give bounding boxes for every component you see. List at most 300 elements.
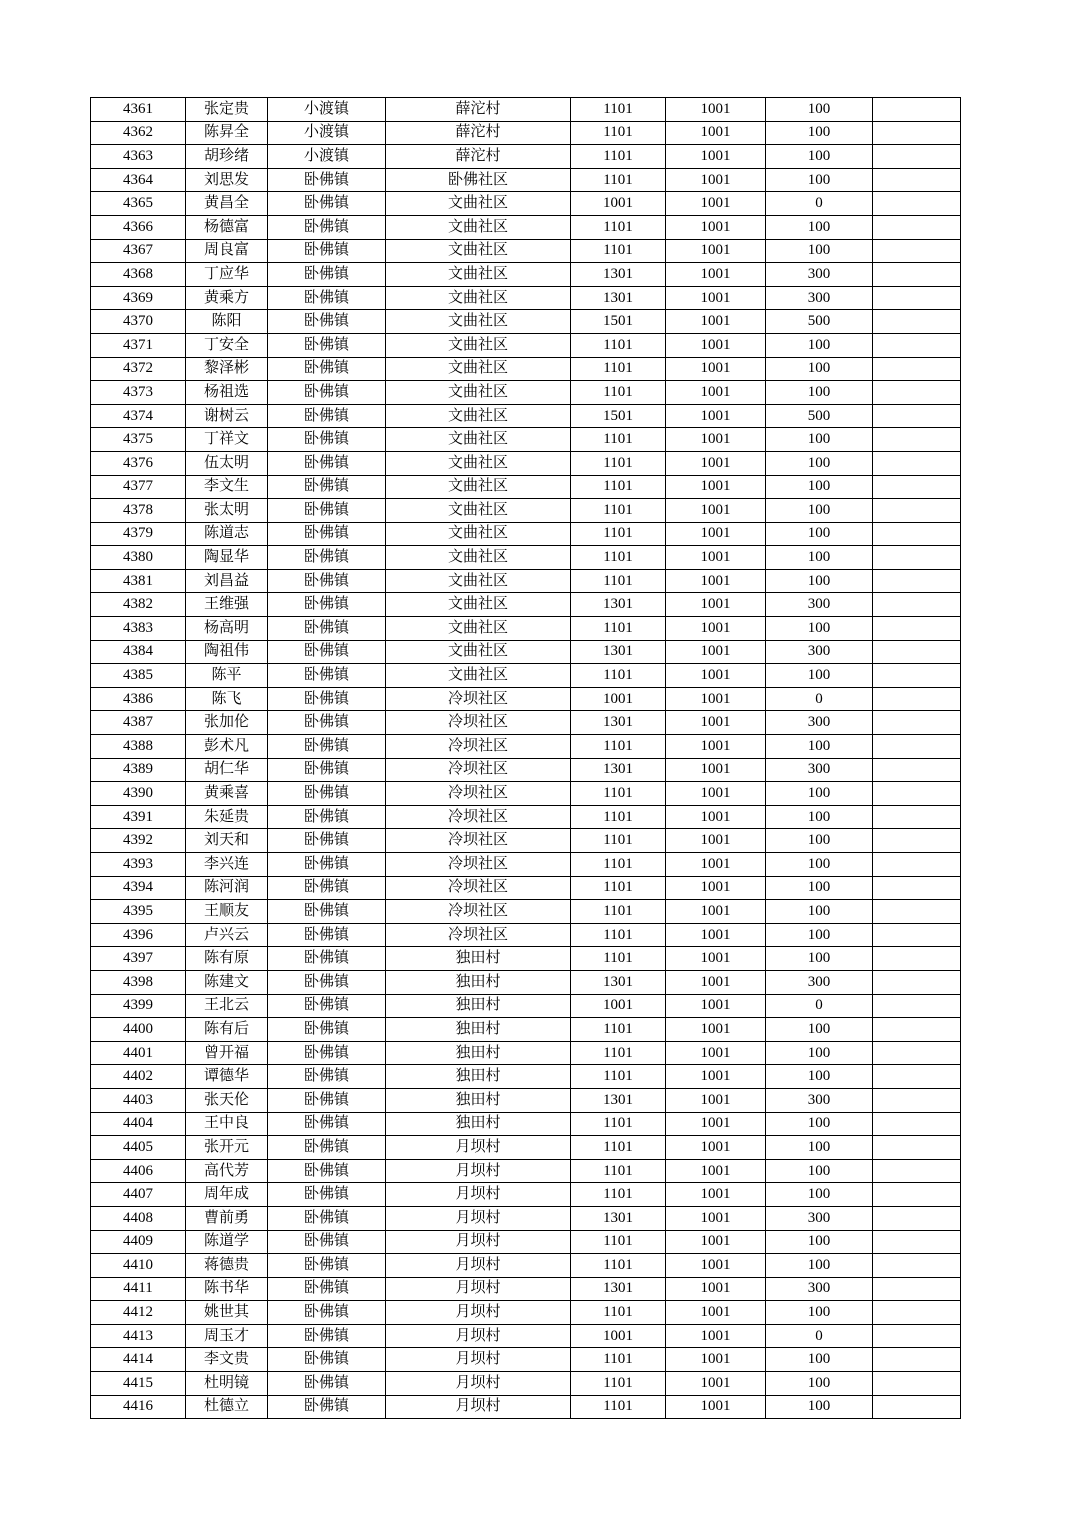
table-cell-town: 卧佛镇 [268, 381, 386, 405]
table-cell-id: 4397 [91, 947, 186, 971]
table-cell-total-amount: 1301 [571, 711, 666, 735]
table-cell-blank [873, 475, 961, 499]
table-cell-blank [873, 1136, 961, 1160]
table-cell-blank [873, 782, 961, 806]
table-cell-village: 冷坝社区 [386, 687, 571, 711]
table-cell-town: 卧佛镇 [268, 1112, 386, 1136]
table-cell-total-amount: 1301 [571, 1088, 666, 1112]
table-row [91, 428, 961, 452]
table-cell-extra-amount: 100 [766, 428, 873, 452]
table-cell-name: 胡珍绪 [186, 145, 268, 169]
table-cell-extra-amount: 100 [766, 98, 873, 122]
table-cell-village: 月坝村 [386, 1277, 571, 1301]
table-cell-blank [873, 522, 961, 546]
table-cell-town: 卧佛镇 [268, 593, 386, 617]
table-cell-village: 薛沱村 [386, 121, 571, 145]
table-cell-town: 卧佛镇 [268, 782, 386, 806]
table-cell-village: 文曲社区 [386, 546, 571, 570]
table-body [91, 98, 961, 1419]
table-cell-base-amount: 1001 [666, 1018, 766, 1042]
table-cell-name: 陈昇全 [186, 121, 268, 145]
table-cell-id: 4393 [91, 853, 186, 877]
table-cell-extra-amount: 100 [766, 381, 873, 405]
table-cell-id: 4395 [91, 900, 186, 924]
table-cell-village: 月坝村 [386, 1136, 571, 1160]
table-cell-extra-amount: 100 [766, 923, 873, 947]
table-cell-village: 冷坝社区 [386, 923, 571, 947]
table-cell-blank [873, 499, 961, 523]
table-cell-total-amount: 1301 [571, 970, 666, 994]
table-cell-base-amount: 1001 [666, 900, 766, 924]
table-cell-base-amount: 1001 [666, 1395, 766, 1419]
table-cell-town: 卧佛镇 [268, 617, 386, 641]
table-cell-name: 陈建文 [186, 970, 268, 994]
table-row [91, 593, 961, 617]
table-cell-name: 陈有原 [186, 947, 268, 971]
table-cell-extra-amount: 100 [766, 1395, 873, 1419]
table-cell-total-amount: 1301 [571, 758, 666, 782]
table-cell-base-amount: 1001 [666, 876, 766, 900]
table-cell-name: 张加伦 [186, 711, 268, 735]
table-cell-total-amount: 1301 [571, 1206, 666, 1230]
table-cell-village: 薛沱村 [386, 98, 571, 122]
table-cell-base-amount: 1001 [666, 1206, 766, 1230]
table-row [91, 310, 961, 334]
table-cell-id: 4362 [91, 121, 186, 145]
table-cell-blank [873, 1018, 961, 1042]
table-cell-blank [873, 1159, 961, 1183]
table-cell-name: 杜明镜 [186, 1372, 268, 1396]
table-row [91, 640, 961, 664]
table-cell-id: 4416 [91, 1395, 186, 1419]
table-cell-name: 陈阳 [186, 310, 268, 334]
table-row [91, 451, 961, 475]
table-cell-id: 4378 [91, 499, 186, 523]
table-cell-base-amount: 1001 [666, 98, 766, 122]
table-cell-id: 4408 [91, 1206, 186, 1230]
table-cell-name: 杜德立 [186, 1395, 268, 1419]
table-row [91, 1254, 961, 1278]
table-cell-id: 4398 [91, 970, 186, 994]
table-cell-total-amount: 1301 [571, 286, 666, 310]
table-cell-id: 4404 [91, 1112, 186, 1136]
table-cell-total-amount: 1101 [571, 617, 666, 641]
table-cell-name: 刘思发 [186, 168, 268, 192]
table-cell-name: 周年成 [186, 1183, 268, 1207]
table-cell-base-amount: 1001 [666, 404, 766, 428]
table-cell-extra-amount: 100 [766, 805, 873, 829]
table-cell-extra-amount: 0 [766, 687, 873, 711]
table-cell-total-amount: 1101 [571, 900, 666, 924]
table-cell-extra-amount: 100 [766, 1372, 873, 1396]
table-cell-blank [873, 310, 961, 334]
table-row [91, 1372, 961, 1396]
table-cell-id: 4390 [91, 782, 186, 806]
table-cell-village: 文曲社区 [386, 428, 571, 452]
table-cell-village: 文曲社区 [386, 451, 571, 475]
table-cell-total-amount: 1101 [571, 121, 666, 145]
table-row [91, 215, 961, 239]
table-cell-blank [873, 546, 961, 570]
table-cell-town: 卧佛镇 [268, 522, 386, 546]
table-cell-village: 冷坝社区 [386, 900, 571, 924]
table-cell-town: 卧佛镇 [268, 310, 386, 334]
table-cell-name: 黄乘喜 [186, 782, 268, 806]
table-cell-village: 卧佛社区 [386, 168, 571, 192]
table-cell-base-amount: 1001 [666, 805, 766, 829]
table-cell-extra-amount: 300 [766, 263, 873, 287]
table-cell-id: 4364 [91, 168, 186, 192]
table-row [91, 617, 961, 641]
table-cell-extra-amount: 0 [766, 1324, 873, 1348]
table-cell-extra-amount: 100 [766, 1041, 873, 1065]
table-cell-town: 卧佛镇 [268, 1183, 386, 1207]
table-cell-total-amount: 1101 [571, 1183, 666, 1207]
table-cell-extra-amount: 100 [766, 1348, 873, 1372]
table-cell-base-amount: 1001 [666, 1277, 766, 1301]
table-cell-name: 曾开福 [186, 1041, 268, 1065]
table-cell-extra-amount: 100 [766, 1112, 873, 1136]
table-cell-id: 4371 [91, 333, 186, 357]
table-cell-id: 4365 [91, 192, 186, 216]
table-cell-id: 4403 [91, 1088, 186, 1112]
table-cell-extra-amount: 100 [766, 782, 873, 806]
table-cell-name: 李兴连 [186, 853, 268, 877]
table-cell-total-amount: 1101 [571, 923, 666, 947]
table-cell-town: 卧佛镇 [268, 428, 386, 452]
table-cell-base-amount: 1001 [666, 664, 766, 688]
table-cell-village: 文曲社区 [386, 617, 571, 641]
table-cell-base-amount: 1001 [666, 1324, 766, 1348]
table-cell-blank [873, 168, 961, 192]
table-cell-id: 4394 [91, 876, 186, 900]
table-cell-base-amount: 1001 [666, 215, 766, 239]
table-cell-extra-amount: 100 [766, 876, 873, 900]
table-cell-name: 丁祥文 [186, 428, 268, 452]
table-cell-id: 4369 [91, 286, 186, 310]
table-cell-town: 卧佛镇 [268, 970, 386, 994]
table-cell-name: 王维强 [186, 593, 268, 617]
table-cell-village: 独田村 [386, 994, 571, 1018]
table-cell-base-amount: 1001 [666, 1254, 766, 1278]
table-row [91, 499, 961, 523]
table-cell-id: 4399 [91, 994, 186, 1018]
table-cell-blank [873, 1348, 961, 1372]
table-cell-base-amount: 1001 [666, 475, 766, 499]
table-cell-total-amount: 1301 [571, 1277, 666, 1301]
table-row [91, 805, 961, 829]
table-cell-village: 文曲社区 [386, 286, 571, 310]
table-cell-blank [873, 263, 961, 287]
table-cell-town: 卧佛镇 [268, 853, 386, 877]
table-cell-extra-amount: 100 [766, 735, 873, 759]
table-cell-id: 4381 [91, 569, 186, 593]
table-cell-id: 4412 [91, 1301, 186, 1325]
table-cell-base-amount: 1001 [666, 263, 766, 287]
table-cell-blank [873, 1041, 961, 1065]
table-cell-name: 丁安全 [186, 333, 268, 357]
table-cell-village: 独田村 [386, 970, 571, 994]
table-cell-village: 独田村 [386, 1065, 571, 1089]
table-cell-id: 4410 [91, 1254, 186, 1278]
table-row [91, 923, 961, 947]
table-row [91, 192, 961, 216]
table-cell-village: 文曲社区 [386, 593, 571, 617]
table-cell-blank [873, 239, 961, 263]
table-cell-name: 李文生 [186, 475, 268, 499]
table-cell-base-amount: 1001 [666, 428, 766, 452]
table-cell-base-amount: 1001 [666, 1183, 766, 1207]
table-cell-extra-amount: 0 [766, 994, 873, 1018]
table-cell-id: 4407 [91, 1183, 186, 1207]
table-cell-village: 文曲社区 [386, 192, 571, 216]
table-cell-id: 4366 [91, 215, 186, 239]
table-cell-base-amount: 1001 [666, 994, 766, 1018]
table-cell-total-amount: 1101 [571, 664, 666, 688]
table-cell-total-amount: 1101 [571, 475, 666, 499]
table-cell-base-amount: 1001 [666, 735, 766, 759]
table-row [91, 522, 961, 546]
table-cell-blank [873, 1112, 961, 1136]
table-cell-town: 卧佛镇 [268, 286, 386, 310]
table-cell-total-amount: 1101 [571, 1301, 666, 1325]
table-cell-village: 独田村 [386, 1041, 571, 1065]
table-cell-extra-amount: 100 [766, 1065, 873, 1089]
table-cell-extra-amount: 100 [766, 947, 873, 971]
table-cell-blank [873, 593, 961, 617]
table-cell-town: 卧佛镇 [268, 1324, 386, 1348]
table-row [91, 876, 961, 900]
table-cell-name: 谭德华 [186, 1065, 268, 1089]
table-cell-base-amount: 1001 [666, 357, 766, 381]
table-cell-town: 卧佛镇 [268, 1301, 386, 1325]
table-cell-extra-amount: 100 [766, 499, 873, 523]
table-cell-town: 卧佛镇 [268, 758, 386, 782]
table-cell-base-amount: 1001 [666, 546, 766, 570]
table-cell-total-amount: 1101 [571, 1254, 666, 1278]
table-cell-total-amount: 1101 [571, 239, 666, 263]
table-cell-village: 冷坝社区 [386, 782, 571, 806]
table-cell-blank [873, 569, 961, 593]
table-cell-extra-amount: 300 [766, 1088, 873, 1112]
table-cell-extra-amount: 500 [766, 404, 873, 428]
table-cell-base-amount: 1001 [666, 286, 766, 310]
table-cell-id: 4383 [91, 617, 186, 641]
table-cell-base-amount: 1001 [666, 853, 766, 877]
table-cell-base-amount: 1001 [666, 168, 766, 192]
table-cell-id: 4384 [91, 640, 186, 664]
table-cell-name: 陈道学 [186, 1230, 268, 1254]
table-cell-town: 卧佛镇 [268, 1277, 386, 1301]
table-cell-village: 文曲社区 [386, 215, 571, 239]
table-row [91, 145, 961, 169]
table-cell-id: 4361 [91, 98, 186, 122]
table-row [91, 286, 961, 310]
table-cell-total-amount: 1301 [571, 263, 666, 287]
table-cell-blank [873, 805, 961, 829]
table-cell-village: 冷坝社区 [386, 805, 571, 829]
table-cell-village: 独田村 [386, 1018, 571, 1042]
table-cell-village: 月坝村 [386, 1254, 571, 1278]
table-cell-village: 月坝村 [386, 1395, 571, 1419]
table-cell-base-amount: 1001 [666, 381, 766, 405]
table-cell-extra-amount: 100 [766, 664, 873, 688]
table-cell-total-amount: 1101 [571, 805, 666, 829]
table-row [91, 1395, 961, 1419]
table-row [91, 1206, 961, 1230]
table-cell-town: 卧佛镇 [268, 546, 386, 570]
table-cell-id: 4380 [91, 546, 186, 570]
table-cell-village: 冷坝社区 [386, 711, 571, 735]
table-cell-village: 月坝村 [386, 1372, 571, 1396]
table-cell-base-amount: 1001 [666, 451, 766, 475]
table-cell-total-amount: 1101 [571, 168, 666, 192]
table-cell-extra-amount: 300 [766, 758, 873, 782]
table-cell-id: 4406 [91, 1159, 186, 1183]
table-cell-total-amount: 1101 [571, 145, 666, 169]
table-row [91, 569, 961, 593]
table-cell-name: 陈道志 [186, 522, 268, 546]
table-cell-base-amount: 1001 [666, 1041, 766, 1065]
table-cell-town: 卧佛镇 [268, 451, 386, 475]
table-row [91, 1348, 961, 1372]
table-cell-id: 4363 [91, 145, 186, 169]
table-cell-village: 月坝村 [386, 1183, 571, 1207]
table-cell-total-amount: 1101 [571, 569, 666, 593]
table-cell-base-amount: 1001 [666, 711, 766, 735]
table-cell-village: 文曲社区 [386, 381, 571, 405]
table-cell-name: 彭术凡 [186, 735, 268, 759]
table-cell-total-amount: 1101 [571, 1018, 666, 1042]
table-cell-extra-amount: 0 [766, 192, 873, 216]
table-cell-extra-amount: 100 [766, 1301, 873, 1325]
table-cell-total-amount: 1101 [571, 381, 666, 405]
table-cell-id: 4387 [91, 711, 186, 735]
table-cell-total-amount: 1101 [571, 98, 666, 122]
table-cell-village: 独田村 [386, 1112, 571, 1136]
table-cell-village: 独田村 [386, 1088, 571, 1112]
table-cell-town: 卧佛镇 [268, 404, 386, 428]
table-cell-base-amount: 1001 [666, 192, 766, 216]
table-cell-id: 4401 [91, 1041, 186, 1065]
table-cell-name: 周良富 [186, 239, 268, 263]
table-cell-blank [873, 829, 961, 853]
table-cell-base-amount: 1001 [666, 310, 766, 334]
table-cell-blank [873, 145, 961, 169]
table-cell-town: 卧佛镇 [268, 1088, 386, 1112]
table-cell-id: 4368 [91, 263, 186, 287]
table-cell-blank [873, 687, 961, 711]
table-cell-name: 杨德富 [186, 215, 268, 239]
table-cell-village: 文曲社区 [386, 664, 571, 688]
table-cell-village: 文曲社区 [386, 404, 571, 428]
table-row [91, 98, 961, 122]
table-cell-name: 姚世其 [186, 1301, 268, 1325]
table-row [91, 1136, 961, 1160]
table-cell-base-amount: 1001 [666, 640, 766, 664]
table-row [91, 711, 961, 735]
table-cell-id: 4414 [91, 1348, 186, 1372]
table-cell-id: 4373 [91, 381, 186, 405]
table-cell-name: 陶祖伟 [186, 640, 268, 664]
table-cell-town: 卧佛镇 [268, 192, 386, 216]
table-cell-base-amount: 1001 [666, 947, 766, 971]
table-cell-extra-amount: 100 [766, 215, 873, 239]
table-cell-extra-amount: 300 [766, 711, 873, 735]
table-cell-base-amount: 1001 [666, 687, 766, 711]
table-cell-base-amount: 1001 [666, 970, 766, 994]
table-cell-extra-amount: 100 [766, 569, 873, 593]
table-cell-town: 小渡镇 [268, 121, 386, 145]
table-cell-id: 4382 [91, 593, 186, 617]
table-cell-base-amount: 1001 [666, 569, 766, 593]
table-cell-town: 卧佛镇 [268, 239, 386, 263]
table-cell-village: 冷坝社区 [386, 876, 571, 900]
table-cell-base-amount: 1001 [666, 1112, 766, 1136]
table-cell-town: 卧佛镇 [268, 569, 386, 593]
table-cell-town: 卧佛镇 [268, 947, 386, 971]
table-cell-total-amount: 1001 [571, 1324, 666, 1348]
table-cell-blank [873, 876, 961, 900]
table-cell-base-amount: 1001 [666, 593, 766, 617]
table-cell-extra-amount: 100 [766, 1136, 873, 1160]
table-cell-id: 4376 [91, 451, 186, 475]
table-row [91, 121, 961, 145]
table-cell-blank [873, 357, 961, 381]
table-row [91, 239, 961, 263]
table-cell-id: 4372 [91, 357, 186, 381]
table-cell-total-amount: 1101 [571, 357, 666, 381]
table-cell-town: 卧佛镇 [268, 263, 386, 287]
table-cell-village: 月坝村 [386, 1159, 571, 1183]
table-cell-town: 卧佛镇 [268, 1065, 386, 1089]
table-cell-name: 高代芳 [186, 1159, 268, 1183]
table-cell-town: 卧佛镇 [268, 1018, 386, 1042]
table-cell-name: 刘昌益 [186, 569, 268, 593]
table-cell-town: 卧佛镇 [268, 1159, 386, 1183]
table-cell-total-amount: 1101 [571, 829, 666, 853]
table-cell-town: 卧佛镇 [268, 333, 386, 357]
table-cell-total-amount: 1101 [571, 782, 666, 806]
table-cell-total-amount: 1101 [571, 428, 666, 452]
table-cell-extra-amount: 100 [766, 1018, 873, 1042]
table-cell-name: 黄昌全 [186, 192, 268, 216]
table-cell-id: 4409 [91, 1230, 186, 1254]
table-cell-id: 4415 [91, 1372, 186, 1396]
table-cell-town: 卧佛镇 [268, 1206, 386, 1230]
table-cell-name: 杨高明 [186, 617, 268, 641]
table-cell-extra-amount: 100 [766, 900, 873, 924]
table-cell-extra-amount: 100 [766, 853, 873, 877]
table-row [91, 1277, 961, 1301]
table-cell-town: 卧佛镇 [268, 994, 386, 1018]
table-cell-blank [873, 1230, 961, 1254]
table-cell-id: 4396 [91, 923, 186, 947]
table-cell-blank [873, 1277, 961, 1301]
table-cell-extra-amount: 300 [766, 1206, 873, 1230]
table-row [91, 735, 961, 759]
table-cell-town: 卧佛镇 [268, 805, 386, 829]
table-cell-name: 陈飞 [186, 687, 268, 711]
table-cell-id: 4413 [91, 1324, 186, 1348]
table-cell-name: 周玉才 [186, 1324, 268, 1348]
table-cell-extra-amount: 500 [766, 310, 873, 334]
table-row [91, 1301, 961, 1325]
table-cell-town: 卧佛镇 [268, 215, 386, 239]
table-cell-extra-amount: 100 [766, 1159, 873, 1183]
table-cell-total-amount: 1101 [571, 947, 666, 971]
table-cell-total-amount: 1101 [571, 735, 666, 759]
